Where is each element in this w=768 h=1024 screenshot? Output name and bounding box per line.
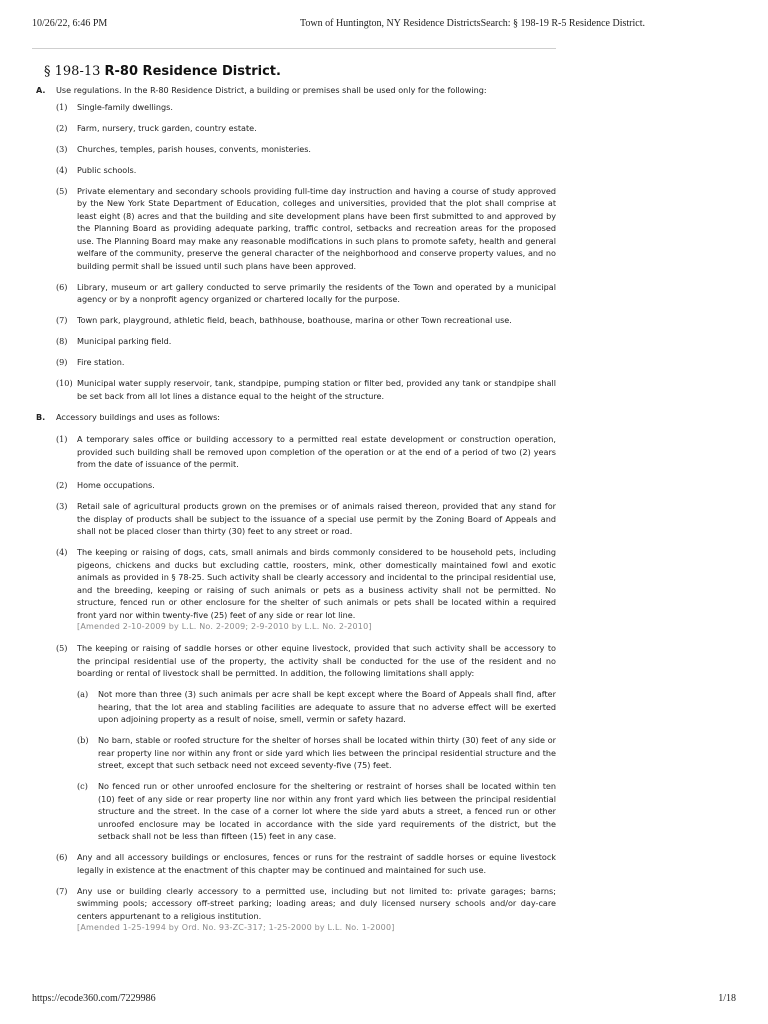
sub-list-item xyxy=(36,734,556,772)
item-number: (c) xyxy=(77,781,88,791)
item-number: (3) xyxy=(56,143,68,154)
list-item xyxy=(36,164,556,177)
list-item xyxy=(36,433,556,471)
list-item xyxy=(36,500,556,538)
list-item xyxy=(36,281,556,306)
item-text: Any and all accessory buildings or enclosures, fences or runs for the restraint of saddle horses or equine livestock legally in existence at the enactment of this chapter may be continued and maintained for such use. xyxy=(77,852,556,875)
subsection-intro: Accessory buildings and uses as follows: xyxy=(56,411,221,422)
amendment-note: [Amended 2-10-2009 by L.L. No. 2-2009; 2-9-2010 by L.L. No. 2-2010] xyxy=(77,622,372,631)
list-item xyxy=(36,143,556,156)
item-number: (5) xyxy=(56,185,68,196)
item-number: (7) xyxy=(56,885,68,896)
section-title: R-80 Residence District. xyxy=(104,64,281,79)
item-text: Churches, temples, parish houses, convents, monisteries. xyxy=(77,143,312,154)
list-item xyxy=(36,377,556,402)
item-number: (9) xyxy=(56,357,68,367)
item-number: (a) xyxy=(77,689,89,699)
item-number: (1) xyxy=(56,101,68,112)
section-symbol: § 198-13 xyxy=(44,64,101,79)
item-number: (6) xyxy=(56,852,68,862)
item-number: (8) xyxy=(56,336,68,346)
item-text: No fenced run or other unroofed enclosure for the sheltering or restraint of horses shall be located within ten (10) feet of any side or rear property line nor within any front yard which lies between the principal residential structure and the street. In the case of a corner lot where the side yard abuts a street, a fenced run or other unroofed enclosure may be located in accordance with the side yard requirements of the district, but the setback shall not be less than fifteen (15) feet in any case. xyxy=(98,781,556,841)
subsection-a xyxy=(36,84,556,97)
sub-list-item xyxy=(36,688,556,726)
item-text: Municipal water supply reservoir, tank, standpipe, pumping station or filter bed, provided any tank or standpipe shall be set back from all lot lines a distance equal to the height of the structure. xyxy=(77,378,556,401)
item-text: Public schools. xyxy=(77,164,137,175)
item-number: (3) xyxy=(56,501,68,511)
item-text: Fire station. xyxy=(77,357,125,367)
item-number: (4) xyxy=(56,547,68,557)
item-number: (2) xyxy=(56,480,68,490)
list-item xyxy=(36,122,556,135)
header-divider xyxy=(32,48,556,49)
item-number: (6) xyxy=(56,281,68,292)
list-item xyxy=(36,851,556,876)
page-number: 1/18 xyxy=(718,993,736,1004)
item-number: (b) xyxy=(77,735,89,745)
item-text: Private elementary and secondary schools providing full-time day instruction and having a course of study approved by the New York State Department of Education, colleges and universities, provided that the plot shall comprise at least eight (8) acres and that the building and site development plans have been first submitted to and approved by the Planning Board as providing adequate parking, traffic control, setbacks and recreation areas for the proposed use. The Planning Board may make any reasonable modifications in such plans to promote safety, health and general welfare of the community, preserve the general character of the neighborhood and conserve property values, and no building permit shall be issued until such plans have been approved. xyxy=(77,185,556,271)
list-item xyxy=(36,356,556,369)
amendment-note: [Amended 1-25-1994 by Ord. No. 93-ZC-317; 1-25-2000 by L.L. No. 1-2000] xyxy=(77,923,395,932)
list-item xyxy=(36,335,556,348)
section-heading xyxy=(44,64,556,79)
print-footer xyxy=(32,993,736,1007)
subsection-label: B. xyxy=(36,411,46,422)
sub-list-item xyxy=(36,780,556,843)
subsection-b xyxy=(36,411,556,424)
item-text: Library, museum or art gallery conducted to serve primarily the residents of the Town and operated by a municipal agency or by a nonprofit agency organized or chartered locally for the purpose. xyxy=(77,281,556,304)
list-item xyxy=(36,546,556,634)
list-item xyxy=(36,479,556,492)
subsection-label: A. xyxy=(36,85,46,95)
item-text: Farm, nursery, truck garden, country estate. xyxy=(77,122,257,133)
item-text: Any use or building clearly accessory to a permitted use, including but not limited to: private garages; barns; swimming pools; accessory off-street parking; loading areas; and duly licensed nursery schools and/or day-care centers appurtenant to a religious institution. xyxy=(77,885,556,921)
item-text: Single-family dwellings. xyxy=(77,101,173,112)
list-item xyxy=(36,885,556,935)
page-url: https://ecode360.com/7229986 xyxy=(32,993,156,1004)
item-text: Retail sale of agricultural products grown on the premises or of animals raised thereon, provided that any stand for the display of products shall be subject to the issuance of a special use permit by the Zoning Board of Appeals and shall not be placed closer than thirty (30) feet to any street or road. xyxy=(77,501,556,536)
item-number: (1) xyxy=(56,434,68,444)
document-body xyxy=(36,64,556,943)
subsection-intro: Use regulations. In the R-80 Residence District, a building or premises shall be used only for the following: xyxy=(56,85,487,95)
item-text: Municipal parking field. xyxy=(77,336,172,346)
item-text: Not more than three (3) such animals per acre shall be kept except where the Board of Appeals shall find, after hearing, that the lot area and stabling facilities are adequate to assure that no adverse effect will be exerted upon adjoining property as a result of noise, smell, vermin or safety hazard. xyxy=(98,689,556,724)
print-header xyxy=(32,18,736,32)
list-item xyxy=(36,185,556,273)
list-item xyxy=(36,642,556,680)
print-date: 10/26/22, 6:46 PM xyxy=(32,18,108,29)
item-number: (5) xyxy=(56,643,68,653)
item-text: Town park, playground, athletic field, beach, bathhouse, boathouse, marina or other Town recreational use. xyxy=(77,315,512,325)
item-number: (2) xyxy=(56,122,68,133)
list-item xyxy=(36,101,556,114)
item-number: (7) xyxy=(56,315,68,325)
item-number: (10) xyxy=(56,378,73,388)
item-text: No barn, stable or roofed structure for the shelter of horses shall be located within thirty (30) feet of any side or rear property line nor within any front or side yard which lies between the principal residential structure and the street, except that such setback need not exceed seventy-five (75) feet. xyxy=(98,735,556,770)
item-text: Home occupations. xyxy=(77,480,155,490)
item-text: The keeping or raising of saddle horses or other equine livestock, provided that such activity shall be accessory to the principal residential use of the property, the activity shall be conducted for the use of the resident and no boarding or rental of livestock shall be permitted. In addition, the following limitations shall apply: xyxy=(77,643,556,678)
list-item xyxy=(36,314,556,327)
item-text: The keeping or raising of dogs, cats, small animals and birds commonly considered to be household pets, including pigeons, chickens and ducks but excluding cattle, roosters, mink, other domestically maintained fowl and exotic animals as provided in § 78-25. Such activity shall be clearly accessory and incidental to the principal residential use, and the breeding, keeping or raising of such animals or pets as a business activity shall not be permitted. No structure, fenced run or other enclosure for the shelter of such animals or pets shall be located within a required front yard nor within twenty-five (25) feet of any side or rear lot line. xyxy=(77,547,556,620)
item-number: (4) xyxy=(56,164,68,175)
print-title: Town of Huntington, NY Residence DistrictsSearch: § 198-19 R-5 Residence District. xyxy=(300,18,645,29)
item-text: A temporary sales office or building accessory to a permitted real estate development or construction operation, provided such building shall be removed upon completion of the operation or at the end of a period of two (2) years from the date of issuance of the permit. xyxy=(77,434,556,469)
